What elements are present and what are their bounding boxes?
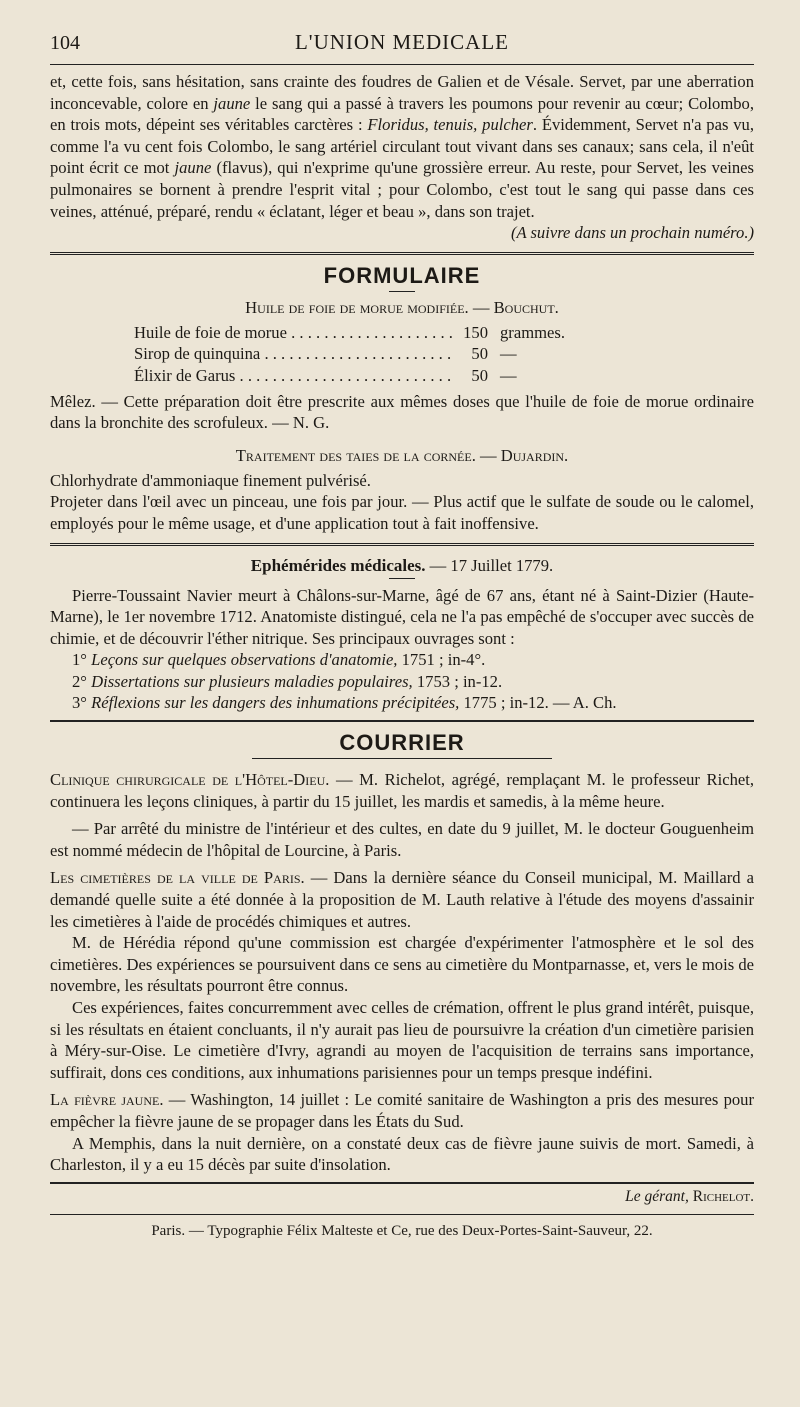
arrete-paragraph: — Par arrêté du ministre de l'intérieur et des cultes, en date du 9 juillet, M. le docteur Gouguenheim est nommé médecin de l'hôpital de Lourcine, à Paris. — [50, 819, 754, 860]
list-item: 2° Dissertations sur plusieurs maladies populaires, 1753 ; in-12. — [72, 671, 503, 691]
memphis-paragraph: A Memphis, dans la nuit dernière, on a constaté deux cas de fièvre jaune suivis de mort. Samedi, à Charleston, il y a eu 15 décès par suite d'insolation. — [50, 1133, 754, 1175]
ephemerides-paragraph: Pierre-Toussaint Navier meurt à Châlons-sur-Marne, âgé de 67 ans, étant né à Saint-Dizier (Haute-Marne), le 1er novembre 1712. Anatomiste distingué, cela ne l'a pas empêché de s'occuper avec succès de chimie, et de découvrir l'éther nitrique. Ses principaux ouvrages sont : — [50, 585, 754, 648]
formulaire-title: FORMULAIRE — [323, 262, 481, 288]
ingredient-row: Sirop de quinquina . . . 50 — — [134, 343, 594, 365]
section-rule — [50, 720, 754, 722]
section-rule — [50, 252, 754, 255]
recipe2-line2: Projeter dans l'œil avec un pinceau, une fois par jour. — Plus actif que le sulfate de soude ou le calomel, employés pour le même usage, et d'une application tout à fait inoffensive. — [50, 492, 754, 533]
list-item: 1° Leçons sur quelques observations d'anatomie, 1751 ; in-4°. — [72, 650, 486, 670]
works-list — [50, 649, 754, 714]
gerant-signature: Le gérant, Richelot. — [625, 1187, 754, 1205]
recipe2-title: Traitement des taies de la cornée. — Dujardin. — [235, 445, 569, 465]
page-header — [50, 30, 754, 64]
ingredient-row: Élixir de Garus . . . 50 — — [134, 365, 594, 387]
list-item: 3° Réflexions sur les dangers des inhumations précipitées, 1775 ; in-12. — A. Ch. — [72, 693, 617, 713]
imprint-rule — [50, 1214, 754, 1215]
courrier-title: COURRIER — [339, 730, 465, 756]
experiences-paragraph: Ces expériences, faites concurremment avec celles de crémation, offrent le plus grand intérêt, puisque, si les résultats en étaient concluants, il n'y aurait pas lieu de poursuivre la création d'un cimetière parisien à Méry-sur-Oise. Le cimetière d'Ivry, agrandi au moyen de l'acquisition de terrains sans importance, suffirait, dons ces conditions, aux inhumations parisiennes pour un temps presque indéfini. — [50, 998, 754, 1082]
imprint: Paris. — Typographie Félix Malteste et Ce, rue des Deux-Portes-Saint-Sauveur, 22. — [151, 1222, 653, 1239]
fievre-paragraph: La fièvre jaune. — Washington, 14 juillet : Le comité sanitaire de Washington a pris des mesures pour empêcher la fièvre jaune de se propager dans les États du Sud. — [50, 1090, 755, 1131]
section-rule — [50, 543, 754, 546]
title-underline — [252, 758, 552, 759]
to-be-continued: (A suivre dans un prochain numéro.) — [510, 223, 754, 243]
title-dash — [389, 578, 415, 579]
heredia-paragraph: M. de Hérédia répond qu'une commission est chargée d'expérimenter l'atmosphère et le sol des cimetières. Des expériences se poursuivent dans ce sens au cimetière du Montparnasse, et, vers le mois de novembre, les résultats pourront être connus. — [50, 933, 754, 996]
footer-rule — [50, 1182, 754, 1184]
running-title: L'UNION MEDICALE — [294, 30, 509, 54]
cimetieres-paragraph: Les cimetières de la ville de Paris. — Dans la dernière séance du Conseil municipal, M. Maillard a demandé quelle suite a été donnée à la proposition de M. Lauth relative à l'étude des moyens d'assainir les cimetières à l'aide de procédés chimiques et autres. — [50, 868, 754, 931]
page-number: 104 — [50, 32, 80, 54]
recipe1-title: Huile de foie de morue modifiée. — Bouchut. — [245, 297, 559, 317]
intro-paragraph: et, cette fois, sans hésitation, sans crainte des foudres de Galien et de Vésale. Servet, par une aberration inconcevable, colore en jaune le sang qui a passé à travers les poumons pour revenir au cœur; Colombo, en trois mots, dépeint ses véritables carctères : Floridus, tenuis, pulcher. Évidemment, Servet n'a pas vu, comme l'a vu cent fois Colombo, le sang artériel circulant tout vivant dans ses canaux; sans cela, il n'eût point écrit ce mot jaune (flavus), qui n'exprime qu'une grossière erreur. Au reste, pour Servet, les veines pulmonaires se bornent à prendre l'esprit vital ; pour Colombo, c'est tout le sang qui passe dans ces veines, atténué, préparé, rendu « éclatant, léger et beau », dans son trajet. — [50, 72, 754, 221]
clinique-paragraph: Clinique chirurgicale de l'Hôtel-Dieu. — M. Richelot, agrégé, remplaçant M. le professeur Richet, continuera les leçons cliniques, à partir du 15 juillet, les mardis et samedis, à la même heure. — [50, 770, 754, 811]
title-dash — [389, 291, 415, 292]
recipe2-line1: Chlorhydrate d'ammoniaque finement pulvérisé. — [50, 470, 371, 490]
recipe1-instructions: Mêlez. — Cette préparation doit être prescrite aux mêmes doses que l'huile de foie de morue ordinaire dans la bronchite des scrofuleux. — N. G. — [50, 391, 754, 433]
ephemerides-title: Ephémérides médicales. — 17 Juillet 1779. — [250, 555, 554, 575]
recipe1-ingredients — [134, 322, 594, 387]
ingredient-row: Huile de foie de morue . . . 150 grammes. — [134, 322, 594, 344]
